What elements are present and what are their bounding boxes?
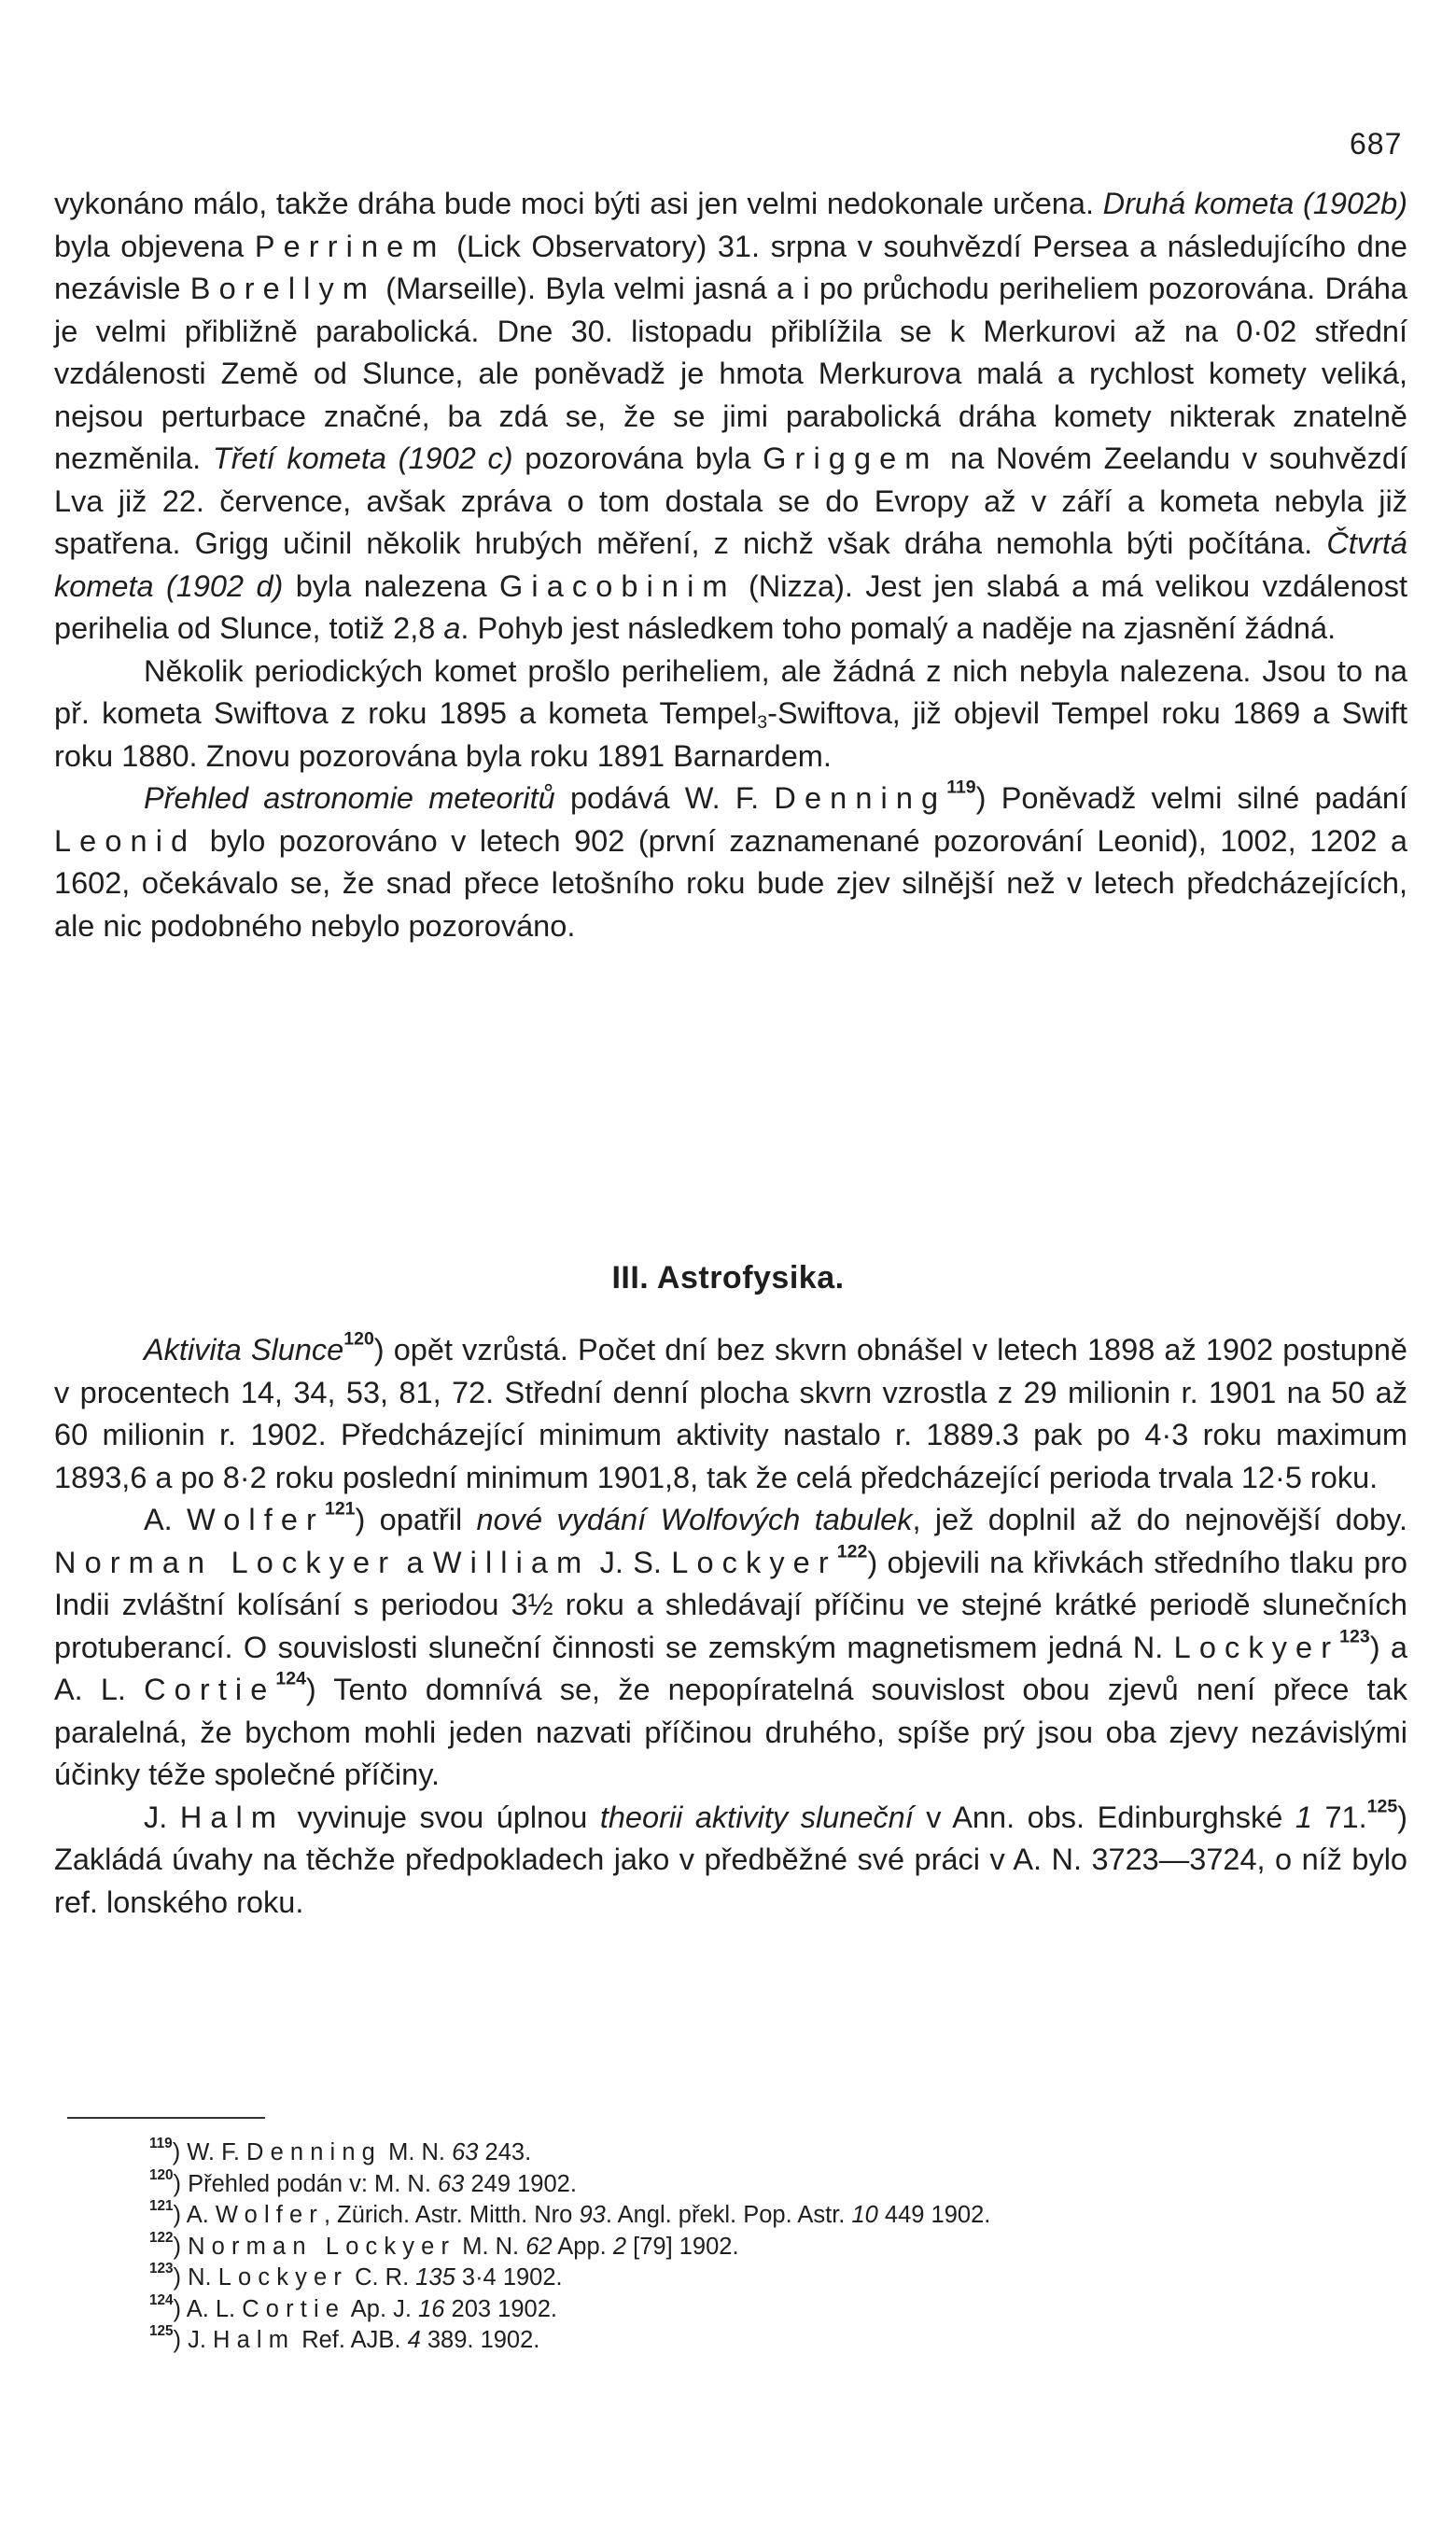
footnote-mark: 122 xyxy=(149,2229,174,2246)
text-run: (Nizza). Jest jen slabá a má velikou vzdálenost perihelia od Slunce, totiž 2,8 xyxy=(54,568,1407,645)
spaced-name: Wolfer xyxy=(187,1503,325,1536)
footnote-mark: 119 xyxy=(149,2136,173,2151)
text-run: bylo pozorováno v letech 902 (první zaznamenané pozorování Leonid), 1002, 1202 a 1602, očekávalo se, že snad přece letošního roku bude zjev silnější než v letech předcházejících, ale nic podobného nebylo pozorováno. xyxy=(54,823,1407,943)
text-run: ) xyxy=(173,2233,189,2260)
spaced-name: Leonid xyxy=(54,823,197,858)
text-run: 243. xyxy=(478,2139,532,2165)
spaced-name: Cortie xyxy=(242,2295,346,2322)
spaced-name: Lockyer xyxy=(1173,1630,1340,1664)
text-run: J. S. xyxy=(590,1545,672,1579)
text-run: C. R. xyxy=(347,2264,416,2291)
footnote-mark: 124 xyxy=(149,2291,174,2308)
spaced-name: Griggem xyxy=(763,441,939,475)
text-run: ) J. xyxy=(173,2327,214,2353)
text-run: ) Tento domnívá se, že nepopíratelná souvislost obou zjevů není přece tak paralelná, že bychom mohli jeden nazvati příčinou druhého, spíše prý jsou oba zjevy nezávislými účinky téže společné příčiny. xyxy=(54,1673,1407,1791)
text-run: ) a A. L. xyxy=(54,1630,1407,1706)
text-run: ) W. F. xyxy=(172,2139,247,2165)
italic-term: theorii aktivity sluneční xyxy=(599,1800,914,1834)
italic-term: Přehled astronomie meteoritů xyxy=(144,781,555,815)
italic-term: Čtvrtá kometa (1902 d) xyxy=(54,526,1407,603)
text-run: ) A. xyxy=(173,2202,216,2228)
text-run: roku a shledávají příčinu ve stejné krátké periodě slunečních protuberancí. O souvislosti sluneční činnosti se zemským magnetismem jedná N. xyxy=(54,1588,1407,1664)
text-run: na Novém Zeelandu v souhvězdí Lva již 22. července, avšak zpráva o tom dostala se do Evropy až v září a kometa nebyla již spatřena. Grigg učinil několik hrubých měření, z nichž však dráha nemohla býti počítána. xyxy=(54,441,1407,560)
text-run: ) Zakládá úvahy na těchže předpokladech jako v předběžné své práci v A. N. 3723—3724, o níž bylo ref. lonského roku. xyxy=(54,1800,1407,1919)
text-run: , Zürich. Astr. Mitth. Nro xyxy=(323,2202,580,2228)
text-run: byla objevena xyxy=(54,229,255,263)
volume: 63 xyxy=(452,2139,479,2165)
paragraph-solar-activity xyxy=(54,1329,1407,1499)
text-run: App. xyxy=(552,2233,613,2260)
italic-term: a xyxy=(443,611,461,645)
paragraph-halm xyxy=(54,1797,1407,1925)
spaced-name: Norman Lockyer xyxy=(54,1545,398,1579)
section-heading: III. Astrofysika. xyxy=(611,1260,845,1296)
spaced-name: Halm xyxy=(213,2327,296,2353)
spaced-name: Norman Lockyer xyxy=(188,2233,456,2260)
text-run: Několik periodických komet prošlo periheliem, ale žádná z nich nebyla nalezena. Jsou to na př. kometa Swiftova z roku 1895 a kometa Tempel xyxy=(54,653,1407,730)
section-astrophysics xyxy=(54,1329,1407,1924)
footnote xyxy=(149,2137,1419,2169)
page-number: 687 xyxy=(1350,127,1403,161)
spaced-name: Lockyer xyxy=(671,1545,837,1579)
text-run: ) Přehled podán v: M. N. xyxy=(173,2170,438,2197)
spaced-name: Lockyer xyxy=(217,2264,348,2291)
footnote-mark: 121 xyxy=(149,2198,174,2214)
text-run: podává W. F. xyxy=(554,781,775,815)
text-run: J. xyxy=(144,1800,180,1834)
volume: 62 xyxy=(525,2233,553,2260)
text-run: A. xyxy=(144,1503,188,1536)
paragraph-wolfer-lockyer xyxy=(54,1499,1407,1797)
footnote xyxy=(149,2229,1419,2263)
spaced-name: Halm xyxy=(179,1800,286,1834)
text-run: . Pohyb jest následkem toho pomalý a naděje na zjasnění žádná. xyxy=(460,611,1337,645)
footnote-ref[interactable]: 125 xyxy=(1366,1795,1398,1816)
spaced-name: Perrinem xyxy=(254,229,446,263)
text-run: pozorována byla xyxy=(512,441,763,475)
text-run: [79] 1902. xyxy=(626,2233,739,2260)
footnote-ref[interactable]: 121 xyxy=(324,1498,356,1520)
text-run: ) A. L. xyxy=(173,2295,243,2322)
text-run: vykonáno málo, takže dráha bude moci býti asi jen velmi nedokonale určena. xyxy=(54,187,1103,220)
text-run: ) Poněvadž velmi silné padání xyxy=(975,781,1408,815)
footnote xyxy=(149,2263,1419,2294)
volume: 10 xyxy=(851,2202,878,2228)
footnote-ref[interactable]: 120 xyxy=(343,1328,374,1350)
footnotes xyxy=(149,2137,1419,2357)
spaced-name: Denning xyxy=(774,781,947,815)
text-run: Ap. J. xyxy=(345,2295,419,2322)
italic-term: 1 xyxy=(1295,1800,1312,1834)
text-run: v Ann. obs. Edinburghské xyxy=(913,1800,1295,1834)
text-run: byla nalezena xyxy=(283,568,500,603)
text-run: ) opět vzrůstá. Počet dní bez skvrn obnášel v letech 1898 až 1902 postupně v procentech 14, 34, 53, 81, 72. Střední denní plocha skvrn vzrostla z 29 milionin r. 1901 na 50 až 60 milionin r. 1902. Předcházející minimum aktivity nastalo r. 1889.3 pak po 4·3 roku maximum 1893,6 a po 8·2 roku poslední minimum 1901,8, tak že celá předcházející perioda trvala 12·5 roku. xyxy=(54,1333,1407,1494)
footnote xyxy=(149,2291,1419,2326)
text-run: ) opatřil xyxy=(355,1503,477,1536)
text-run: 389. 1902. xyxy=(420,2327,540,2353)
text-run: 3·4 1902. xyxy=(455,2264,563,2291)
footnote-ref[interactable]: 122 xyxy=(836,1540,868,1562)
paragraph-meteors xyxy=(54,778,1407,947)
text-run: a xyxy=(397,1545,433,1579)
text-run: vyvinuje svou úplnou xyxy=(285,1800,600,1834)
text-run: -Swiftova, již objevil Tempel roku 1869 a Swift roku 1880. Znovu pozorována byla roku 1891 Barnardem. xyxy=(54,696,1407,773)
spaced-name: Cortie xyxy=(144,1673,276,1706)
footnote xyxy=(149,2325,1419,2357)
spaced-name: William xyxy=(432,1545,591,1579)
text-run: 249 1902. xyxy=(464,2170,577,2197)
footnote-ref[interactable]: 119 xyxy=(946,777,976,798)
subscript: 3 xyxy=(757,711,768,733)
volume: 2 xyxy=(612,2233,627,2260)
footnote-divider xyxy=(67,2117,265,2119)
italic-term: Druhá kometa (1902b) xyxy=(1102,187,1407,220)
spaced-name: Giacobinim xyxy=(499,568,736,603)
footnote-mark: 125 xyxy=(149,2323,174,2339)
text-run: 203 1902. xyxy=(444,2295,557,2322)
footnote-ref[interactable]: 124 xyxy=(275,1668,306,1689)
text-run: 71. xyxy=(1311,1800,1367,1834)
footnote-ref[interactable]: 123 xyxy=(1339,1625,1370,1646)
volume: 63 xyxy=(438,2170,465,2197)
paragraph-comets xyxy=(54,183,1407,651)
volume: 93 xyxy=(579,2202,606,2228)
text-run: M. N. xyxy=(455,2233,526,2260)
volume: 16 xyxy=(418,2295,445,2322)
paragraph-periodic-comets xyxy=(54,651,1407,778)
spaced-name: Denning xyxy=(246,2139,382,2165)
volume: 4 xyxy=(407,2327,421,2353)
italic-term: Třetí kometa (1902 c) xyxy=(212,441,513,475)
text-run: . Angl. překl. Pop. Astr. xyxy=(605,2202,852,2228)
footnote-mark: 123 xyxy=(149,2261,174,2277)
italic-term: nové vydání Wolfových tabulek xyxy=(476,1503,913,1536)
volume: 135 xyxy=(415,2264,455,2291)
text-run: M. N. xyxy=(382,2139,453,2165)
italic-term: Aktivita Slunce xyxy=(144,1333,344,1366)
text-run: Ref. AJB. xyxy=(295,2327,408,2353)
text-run: (Marseille). Byla velmi jasná a i po průchodu periheliem pozorována. Dráha je velmi přibližně parabolická. Dne 30. listopadu přiblížila se k Merkurovi až na 0·02 střední vzdálenosti Země od Slunce, ale poněvadž je hmota Merkurova malá a rychlost komety veliká, nejsou perturbace značné, ba zdá se, že se jimi parabolická dráha komety nikterak znatelně nezměnila. xyxy=(54,272,1407,475)
section-comets-meteors xyxy=(54,183,1407,947)
footnote xyxy=(149,2166,1419,2201)
text-run: ) N. xyxy=(173,2264,218,2291)
spaced-name: Borellym xyxy=(189,272,377,305)
text-run: (Lick Observatory) 31. srpna v souhvězdí Persea a následujícího dne nezávisle xyxy=(54,229,1407,305)
footnote-mark: 120 xyxy=(149,2166,174,2183)
text-run: ) objevili na křivkách středního tlaku pro Indii zvláštní kolísání s periodou 3 xyxy=(54,1545,1407,1621)
fraction: ½ xyxy=(527,1588,553,1621)
footnote xyxy=(149,2200,1419,2232)
text-run: , jež doplnil až do nejnovější doby. xyxy=(912,1503,1407,1536)
text-run: 449 1902. xyxy=(877,2202,991,2228)
spaced-name: Wolfer xyxy=(215,2202,324,2228)
